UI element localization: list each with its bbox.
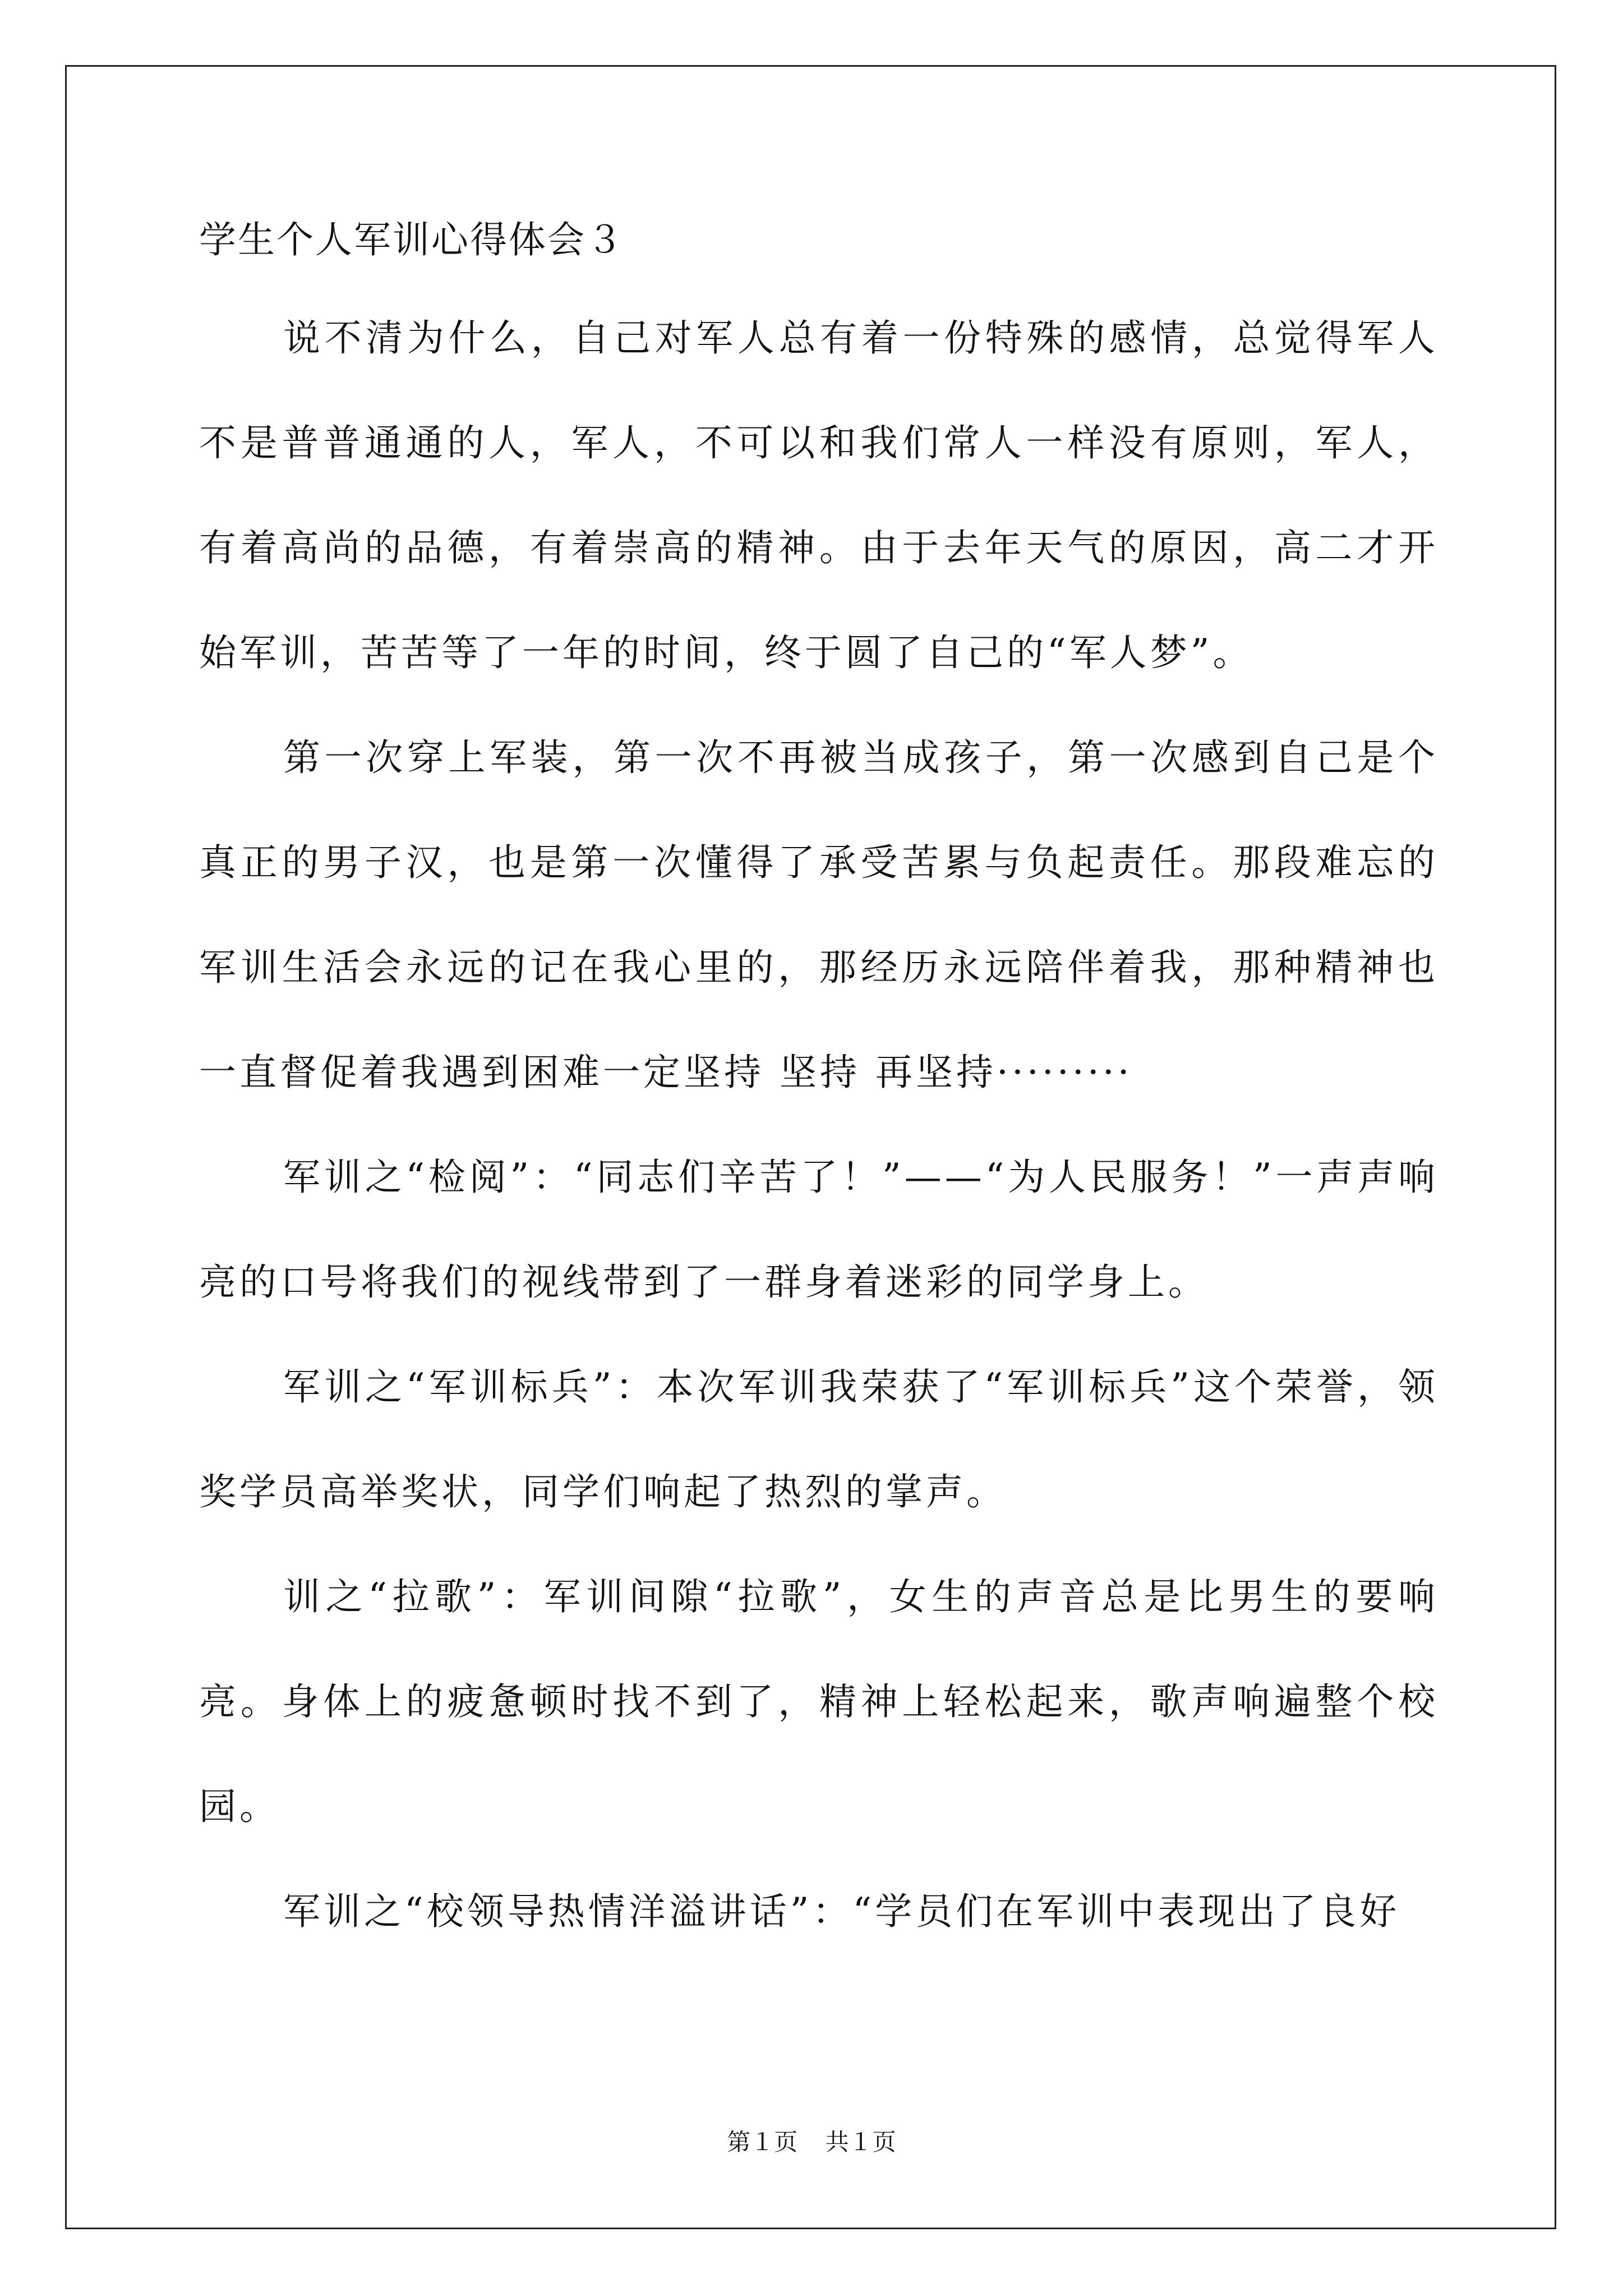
document-body: [199, 218, 1438, 1964]
paragraph-1: 说不清为什么，自己对军人总有着一份特殊的感情，总觉得军人不是普普通通的人，军人，不可以和我们常人一样没有原则，军人，有着高尚的品德，有着崇高的精神。由于去年天气的原因，高二才开始军训，苦苦等了一年的时间，终于圆了自己的“军人梦”。: [199, 316, 1438, 674]
page-total: 共１页: [825, 2128, 896, 2156]
page-number: 第１页: [727, 2128, 798, 2156]
paragraph-2: 第一次穿上军装，第一次不再被当成孩子，第一次感到自己是个真正的男子汉，也是第一次懂得了承受苦累与负起责任。那段难忘的军训生活会永远的记在我心里的，那经历永远陪伴着我，那种精神也一直督促着我遇到困难一定坚持 坚持 再坚持·········: [199, 736, 1438, 1094]
paragraph-4: 军训之“军训标兵”：本次军训我荣获了“军训标兵”这个荣誉，领奖学员高举奖状，同学们响起了热烈的掌声。: [199, 1365, 1438, 1513]
paragraph-6: 军训之“校领导热情洋溢讲话”：“学员们在军训中表现出了良好: [283, 1890, 1400, 1933]
paragraph-3: 军训之“检阅”：“同志们辛苦了！”——“为人民服务！”一声声响亮的口号将我们的视线带到了一群身着迷彩的同学身上。: [199, 1156, 1438, 1304]
paragraph-5: 训之“拉歌”：军训间隙“拉歌”，女生的声音总是比男生的要响亮。身体上的疲惫顿时找不到了，精神上轻松起来，歌声响遍整个校园。: [199, 1575, 1438, 1828]
page-footer: [0, 2128, 1623, 2156]
document-title: 学生个人军训心得体会３: [199, 218, 625, 261]
